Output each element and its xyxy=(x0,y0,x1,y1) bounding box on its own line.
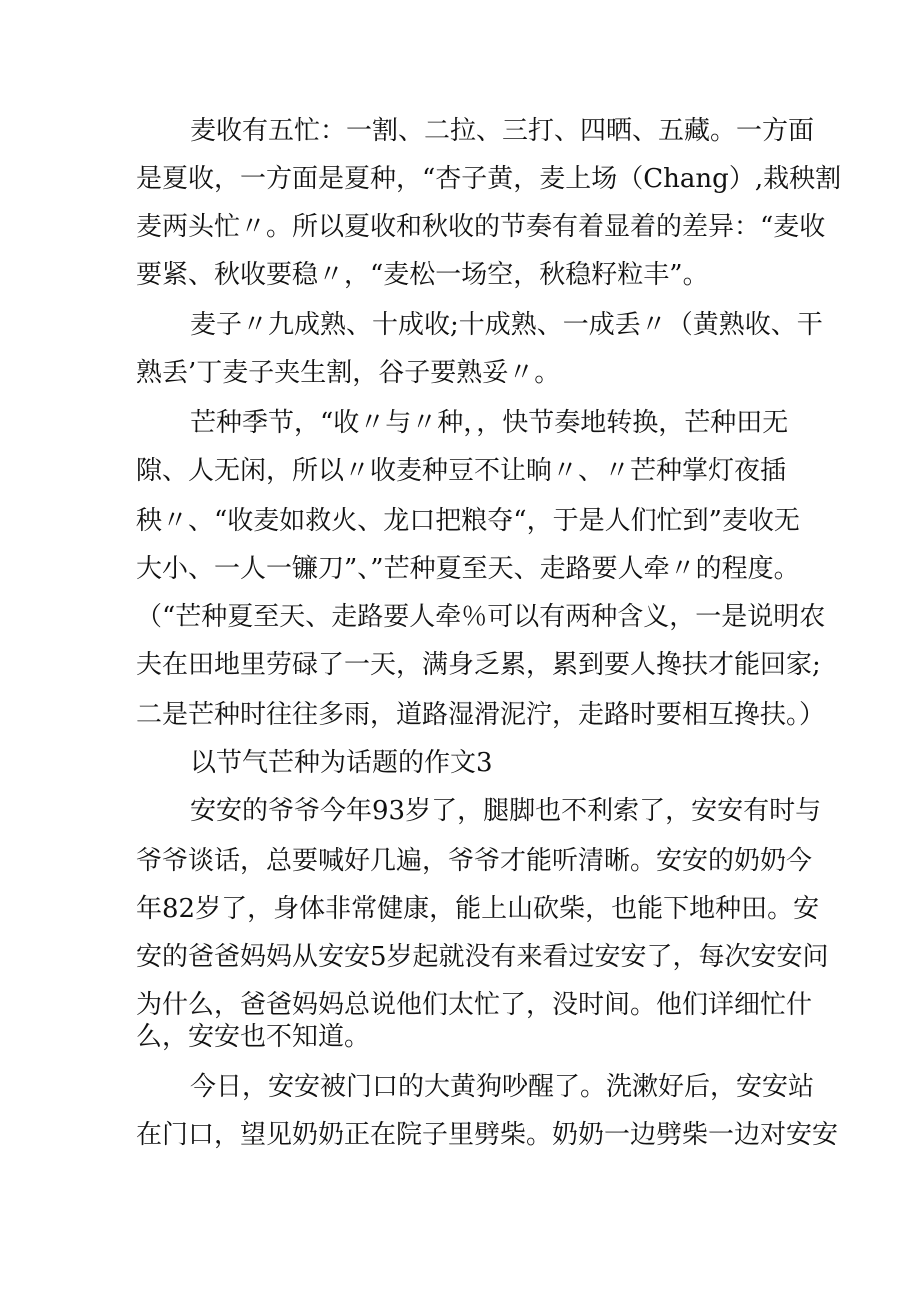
paragraph-3-line-5: （“芒种夏至天、走路要人牵％可以有两种含义，一是说明农 xyxy=(136,602,826,632)
paragraph-4-line-2: 爷爷谈话，总要喊好几遍，爷爷才能听清晰。安安的奶奶今 xyxy=(136,846,813,876)
paragraph-4-line-4: 安的爸爸妈妈从安安5岁起就没有来看过安安了，每次安安问 xyxy=(136,942,829,972)
paragraph-1-line-3: 麦两头忙〃。所以夏收和秋收的节奏有着显着的差异：“麦收 xyxy=(136,212,826,242)
paragraph-1-line-4: 要紧、秋收要稳〃，“麦松一场空，秋稳籽粒丰”。 xyxy=(136,260,709,290)
paragraph-3-line-6: 夫在田地里劳碌了一天，满身乏累，累到要人搀扶才能回家; xyxy=(136,650,821,680)
paragraph-5-line-1: 今日，安安被门口的大黄狗吵醒了。洗漱好后，安安站 xyxy=(190,1072,815,1102)
paragraph-4-line-3: 年82岁了，身体非常健康，能上山砍柴，也能下地种田。安 xyxy=(136,894,820,924)
paragraph-3-line-1: 芒种季节，“收〃与〃种，，快节奏地转换，芒种田无 xyxy=(190,408,789,438)
paragraph-3-line-7: 二是芒种时往往多雨，道路湿滑泥泞，走路时要相互搀扶。） xyxy=(136,700,826,730)
paragraph-4-line-5: 为什么，爸爸妈妈总说他们太忙了，没时间。他们详细忙什 xyxy=(136,990,813,1020)
paragraph-2-line-1: 麦子〃九成熟、十成收;十成熟、一成丢〃（黄熟收、干 xyxy=(190,310,823,340)
paragraph-1-line-2: 是夏收，一方面是夏种，“杏子黄，麦上场（Chang）,栽秧割 xyxy=(136,164,842,194)
paragraph-2-line-2: 熟丢’丁麦子夹生割，谷子要熟妥〃。 xyxy=(136,358,561,388)
paragraph-4-line-1: 安安的爷爷今年93岁了，腿脚也不利索了，安安有时与 xyxy=(190,796,822,826)
paragraph-3-line-2: 隙、人无闲，所以〃收麦种豆不让晌〃、〃芒种掌灯夜插 xyxy=(136,456,787,486)
paragraph-4-line-6: 么，安安也不知道。 xyxy=(136,1022,371,1052)
paragraph-3-line-4: 大小、一人一镰刀”、”芒种夏至天、走路要人牵〃的程度。 xyxy=(136,554,800,584)
essay-heading: 以节气芒种为话题的作文3 xyxy=(190,748,493,778)
paragraph-3-line-3: 秧〃、“收麦如救火、龙口把粮夺“，于是人们忙到”麦收无 xyxy=(136,506,800,536)
paragraph-5-line-2: 在门口，望见奶奶正在院子里劈柴。奶奶一边劈柴一边对安安 xyxy=(136,1120,839,1150)
paragraph-1-line-1: 麦收有五忙：一割、二拉、三打、四晒、五藏。一方面 xyxy=(190,116,815,146)
